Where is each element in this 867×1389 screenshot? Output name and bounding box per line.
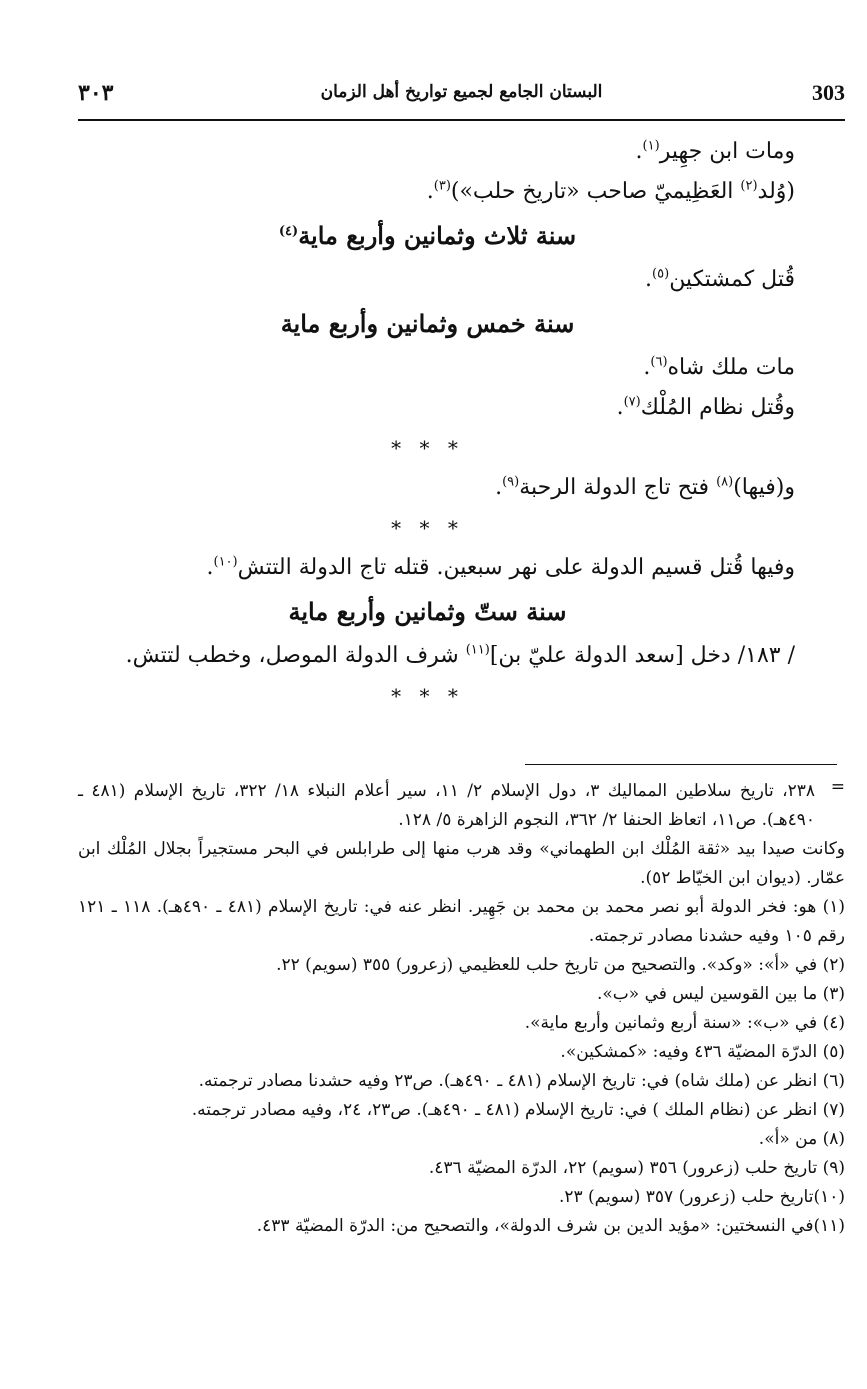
book-title: البستان الجامع لجميع تواريخ أهل الزمان <box>320 82 603 102</box>
running-header <box>78 80 845 116</box>
year-heading: سنة ثلاث وثمانين وأربع ماية$^{(٤)}$ <box>278 221 577 250</box>
footnote: (١١)في النسختين: «مؤيد الدين بن شرف الدولة»، والتصحيح من: الدرّة المضيّة ٤٣٣. <box>256 1216 845 1236</box>
footnote: (٨) من «أ». <box>758 1129 845 1149</box>
footnote-continued: ٢٣٨، تاريخ سلاطين المماليك ٣، دول الإسلام ٢/ ١١، سير أعلام النبلاء ١٨/ ٣٢٢، تاريخ الإسلام (٤٨١ ـ ٤٩٠هـ). ص١١، اتعاظ الحنفا ٢/ ٣٦٢، النجوم الزاهرة ٥/ ١٢٨. <box>78 781 815 830</box>
section-separator: * * * <box>391 684 464 708</box>
text-line: قُتل كمشتكين$^{(٥)}$. <box>645 266 795 292</box>
page-number-arabic: ٣٠٣ <box>78 80 114 106</box>
footnote: (٩) تاريخ حلب (زعرور) ٣٥٦ (سويم) ٢٢، الدرّة المضيّة ٤٣٦. <box>428 1158 845 1178</box>
header-rule <box>78 119 845 121</box>
main-text <box>60 132 795 716</box>
page-number-latin: 303 <box>812 80 845 105</box>
text-line: وقُتل نظام المُلْك$^{(٧)}$. <box>616 394 795 420</box>
footnote: (١٠)تاريخ حلب (زعرور) ٣٥٧ (سويم) ٢٣. <box>558 1187 845 1207</box>
text-line: و(فيها)$^{(٨)}$ فتح تاج الدولة الرحبة$^{(٩)}$. <box>495 474 795 500</box>
footnotes <box>78 777 845 1241</box>
footnote: (٢) في «أ»: «وكد». والتصحيح من تاريخ حلب للعظيمي (زعرور) ٣٥٥ (سويم) ٢٢. <box>276 955 845 975</box>
year-heading: سنة ستّ وثمانين وأربع ماية <box>288 597 567 626</box>
text-line: مات ملك شاه$^{(٦)}$. <box>643 354 795 380</box>
footnote-rule <box>525 764 837 765</box>
footnote-continued: وكانت صيدا بيد «ثقة المُلْك ابن الطهماني» وقد هرب منها إلى طرابلس في البحر مستجيراً بجلال المُلْك ابن عمّار. (ديوان ابن الخيّاط ٥٢). <box>78 839 845 888</box>
footnote: (٧) انظر عن (نظام الملك ) في: تاريخ الإسلام (٤٨١ ـ ٤٩٠هـ). ص٢٣، ٢٤، وفيه مصادر ترجمته. <box>191 1100 845 1120</box>
text-line: / ١٨٣/ دخل [سعد الدولة عليّ بن]$^{(١١)}$ شرف الدولة الموصل، وخطب لتتش. <box>125 642 795 668</box>
footnote: (٣) ما بين القوسين ليس في «ب». <box>596 984 845 1004</box>
year-heading: سنة خمس وثمانين وأربع ماية <box>280 309 575 338</box>
text-line: ومات ابن جهِير$^{(١)}$. <box>635 138 795 164</box>
footnote: (١) هو: فخر الدولة أبو نصر محمد بن محمد بن جَهِير. انظر عنه في: تاريخ الإسلام (٤٨١ ـ ٤٩٠هـ). ١١٨ ـ ١٢١ رقم ١٠٥ وفيه حشدنا مصادر ترجمته. <box>78 897 845 946</box>
continuation-mark: = <box>830 777 845 797</box>
footnote: (٥) الدرّة المضيّة ٤٣٦ وفيه: «كمشكين». <box>560 1042 845 1062</box>
footnote: (٤) في «ب»: «سنة أربع وثمانين وأربع ماية». <box>524 1013 845 1033</box>
footnote: (٦) انظر عن (ملك شاه) في: تاريخ الإسلام (٤٨١ ـ ٤٩٠هـ). ص٢٣ وفيه حشدنا مصادر ترجمته. <box>198 1071 845 1091</box>
section-separator: * * * <box>391 516 464 540</box>
text-line: (وُلد$^{(٢)}$ العَظِيميّ صاحب «تاريخ حلب»)$^{(٣)}$. <box>426 178 795 204</box>
section-separator: * * * <box>391 436 464 460</box>
text-line: وفيها قُتل قسيم الدولة على نهر سبعين. قتله تاج الدولة التتش$^{(١٠)}$. <box>206 554 795 580</box>
